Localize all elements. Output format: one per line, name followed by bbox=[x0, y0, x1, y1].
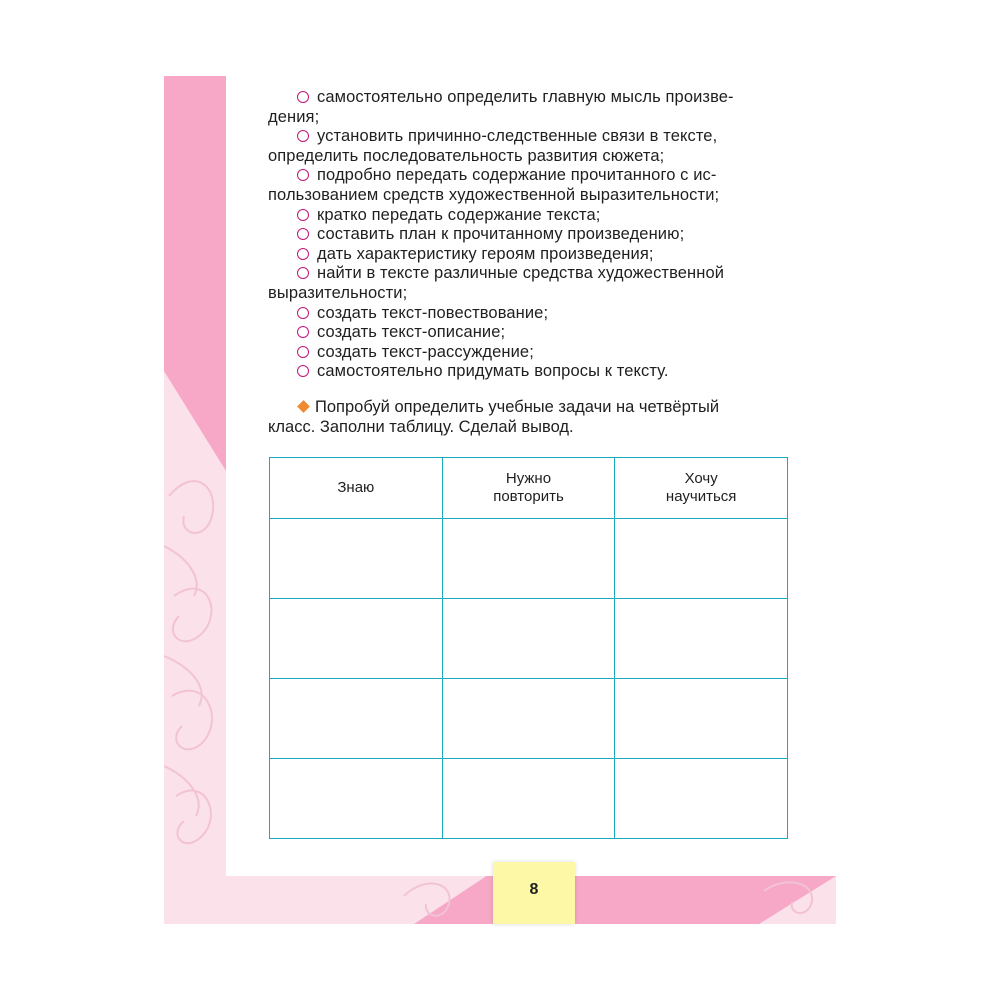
list-item-text: найти в тексте различные средства художественной bbox=[317, 264, 725, 283]
list-item bbox=[268, 127, 788, 147]
list-item bbox=[268, 264, 788, 284]
table-header-repeat: Нужно повторить bbox=[442, 458, 615, 519]
circle-bullet-icon bbox=[297, 365, 309, 377]
list-item-text: составить план к прочитанному произведению; bbox=[317, 225, 685, 244]
list-item-continuation: определить последовательность развития сюжета; bbox=[268, 146, 665, 165]
list-item-text: самостоятельно определить главную мысль произве- bbox=[317, 88, 734, 106]
circle-bullet-icon bbox=[297, 307, 309, 319]
list-item-text: установить причинно-следственные связи в тексте, bbox=[317, 127, 718, 146]
table-row bbox=[270, 519, 788, 599]
circle-bullet-icon bbox=[297, 169, 309, 181]
list-item bbox=[268, 245, 788, 265]
table-cell[interactable] bbox=[615, 759, 788, 839]
table-cell[interactable] bbox=[270, 679, 443, 759]
list-item-text: создать текст-повествование; bbox=[317, 303, 549, 322]
task-line-1: Попробуй определить учебные задачи на четвёртый bbox=[315, 398, 720, 416]
table-cell[interactable] bbox=[615, 599, 788, 679]
list-item-text: самостоятельно придумать вопросы к тексту. bbox=[317, 362, 669, 381]
orange-diamond-icon bbox=[297, 400, 310, 413]
list-item bbox=[268, 166, 788, 186]
table-cell[interactable] bbox=[615, 519, 788, 599]
table-header-know: Знаю bbox=[270, 458, 443, 519]
circle-bullet-icon bbox=[297, 346, 309, 358]
table-cell[interactable] bbox=[442, 599, 615, 679]
table-cell[interactable] bbox=[270, 599, 443, 679]
table-cell[interactable] bbox=[442, 759, 615, 839]
task-instruction bbox=[268, 398, 788, 437]
pink-band-bottom bbox=[414, 871, 836, 924]
circle-bullet-icon bbox=[297, 209, 309, 221]
goals-table bbox=[269, 457, 788, 839]
circle-bullet-icon bbox=[297, 326, 309, 338]
circle-bullet-icon bbox=[297, 130, 309, 142]
circle-bullet-icon bbox=[297, 228, 309, 240]
table-cell[interactable] bbox=[442, 519, 615, 599]
list-item bbox=[268, 343, 788, 363]
list-item bbox=[268, 304, 788, 324]
table-cell[interactable] bbox=[270, 759, 443, 839]
learning-goals-list bbox=[268, 88, 788, 382]
page-number: 8 bbox=[529, 881, 539, 898]
table-cell[interactable] bbox=[615, 679, 788, 759]
table-cell[interactable] bbox=[442, 679, 615, 759]
table-row bbox=[270, 599, 788, 679]
circle-bullet-icon bbox=[297, 248, 309, 260]
list-item bbox=[268, 88, 788, 108]
list-item-text: создать текст-рассуждение; bbox=[317, 342, 534, 361]
list-item-continuation: дения; bbox=[268, 107, 320, 126]
list-item bbox=[268, 362, 788, 382]
list-item-text: кратко передать содержание текста; bbox=[317, 205, 601, 224]
list-item-text: подробно передать содержание прочитанного с ис- bbox=[317, 166, 717, 185]
list-item-continuation: выразительности; bbox=[268, 283, 408, 302]
page-content bbox=[226, 76, 836, 876]
table-row bbox=[270, 759, 788, 839]
list-item bbox=[268, 225, 788, 245]
table-cell[interactable] bbox=[270, 519, 443, 599]
table-header-learn: Хочу научиться bbox=[615, 458, 788, 519]
list-item bbox=[268, 323, 788, 343]
circle-bullet-icon bbox=[297, 267, 309, 279]
task-line-2: класс. Заполни таблицу. Сделай вывод. bbox=[268, 417, 574, 436]
list-item-continuation: пользованием средств художественной выразительности; bbox=[268, 185, 720, 204]
list-item-text: дать характеристику героям произведения; bbox=[317, 244, 654, 263]
list-item-text: создать текст-описание; bbox=[317, 323, 506, 342]
table-row bbox=[270, 679, 788, 759]
pink-band-left bbox=[164, 76, 226, 471]
list-item bbox=[268, 206, 788, 226]
page-number-tab bbox=[493, 862, 575, 924]
circle-bullet-icon bbox=[297, 91, 309, 103]
